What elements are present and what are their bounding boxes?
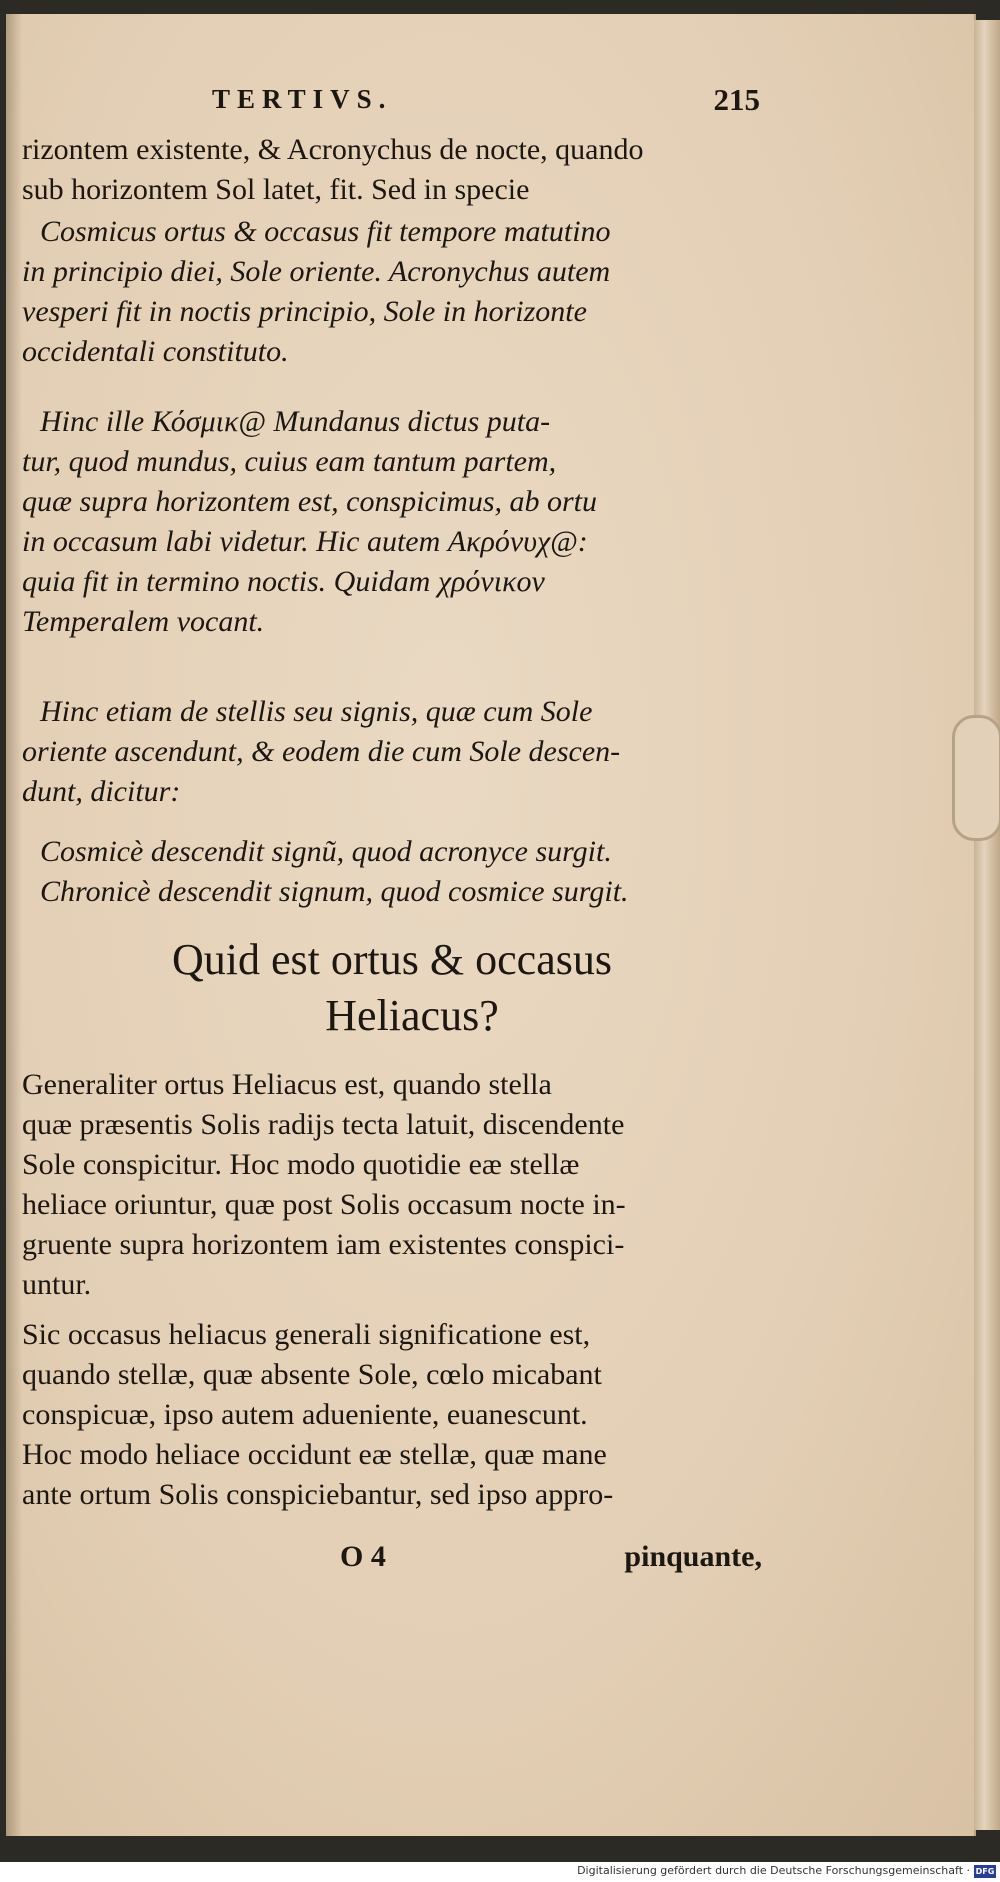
text-line: Hinc etiam de stellis seu signis, quæ cum Sole [40,695,593,728]
funding-credit: Digitalisierung gefördert durch die Deutsche Forschungsgemeinschaft · [577,1864,970,1877]
text-line: oriente ascendunt, & eodem die cum Sole descen- [22,735,621,768]
text-line: in occasum labi videtur. Hic autem Ακρόνυχ@: [22,525,588,558]
text-line: Sole conspicitur. Hoc modo quotidie eæ stellæ [22,1148,580,1181]
verse-line: Cosmicè descendit signũ, quod acronyce surgit. [40,835,612,868]
paragraph-2 [22,212,762,372]
paragraph-4 [22,692,762,812]
text-line: conspicuæ, ipso autem adueniente, euanescunt. [22,1398,588,1431]
text-line: rizontem existente, & Acronychus de nocte, quando [22,133,644,166]
text-line: in principio diei, Sole oriente. Acronychus autem [22,255,611,288]
text-line: occidentali constituto. [22,335,289,368]
paragraph-3 [22,402,762,642]
section-heading [22,932,762,1044]
page-footer [22,1540,762,1584]
text-line: tur, quod mundus, cuius eam tantum partem, [22,445,557,478]
heading-line-2: Heliacus? [325,991,499,1040]
text-line: ante ortum Solis conspiciebantur, sed ipso appro- [22,1478,614,1511]
text-line: gruente supra horizontem iam existentes conspici- [22,1228,625,1261]
text-line: quæ supra horizontem est, conspicimus, ab ortu [22,485,598,518]
text-line: quia fit in termino noctis. Quidam χρόνικον [22,565,545,598]
verse-line: Chronicè descendit signum, quod cosmice surgit. [40,875,629,908]
dfg-logo-icon: DFG [975,1867,995,1876]
page-header [22,80,762,126]
verse-block [22,832,762,912]
text-line: Hoc modo heliace occidunt eæ stellæ, quæ mane [22,1438,607,1471]
text-line: Cosmicus ortus & occasus fit tempore matutino [40,215,611,248]
credit-bar [0,1862,1000,1882]
page-edge [974,20,1000,1830]
text-line: dunt, dicitur: [22,775,181,808]
text-line: heliace oriuntur, quæ post Solis occasum nocte in- [22,1188,626,1221]
paragraph-7 [22,1315,762,1515]
text-line: Sic occasus heliacus generali significatione est, [22,1318,591,1351]
text-line: untur. [22,1268,92,1301]
catchword: pinquante, [624,1540,762,1573]
signature-mark: O 4 [340,1540,386,1573]
text-line: quæ præsentis Solis radijs tecta latuit, discendente [22,1108,625,1141]
running-head: TERTIVS. [212,84,393,114]
gutter-shadow [6,14,22,1836]
text-line: vesperi fit in noctis principio, Sole in horizonte [22,295,587,328]
page-number: 215 [713,82,760,117]
text-line: quando stellæ, quæ absente Sole, cœlo micabant [22,1358,602,1391]
paragraph-6 [22,1065,762,1305]
paragraph-1 [22,130,762,210]
text-line: Temperalem vocant. [22,605,265,638]
heading-line-1: Quid est ortus & occasus [172,935,612,984]
text-line: sub horizontem Sol latet, fit. Sed in specie [22,173,530,206]
text-line: Generaliter ortus Heliacus est, quando stella [22,1068,552,1101]
text-line: Hinc ille Κόσμικ@ Mundanus dictus puta- [40,405,551,438]
book-clasp [952,715,1000,841]
